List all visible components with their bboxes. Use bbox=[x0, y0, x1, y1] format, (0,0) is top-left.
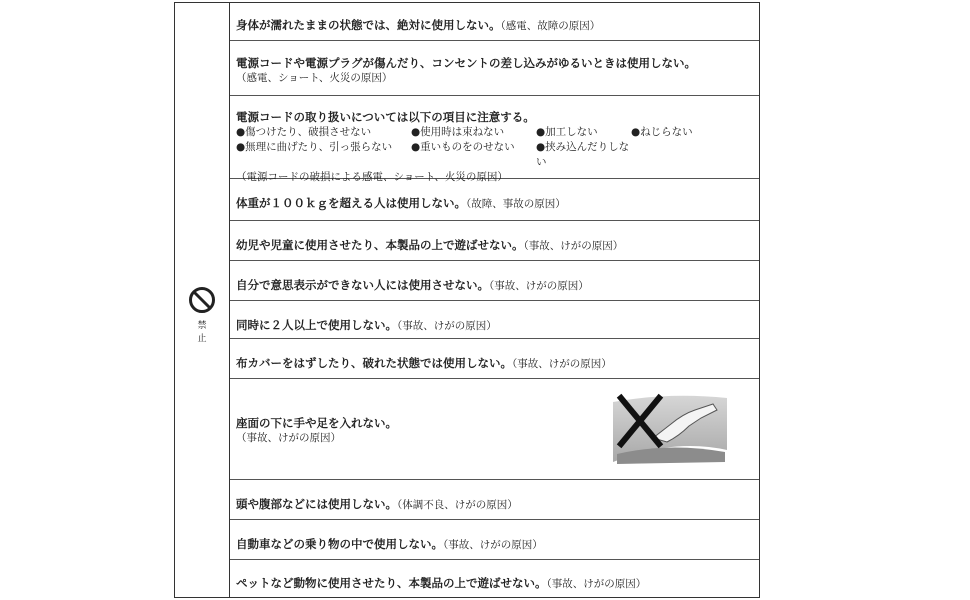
warning-row bbox=[230, 339, 759, 379]
warning-text: 電源コードや電源プラグが傷んだり、コンセントの差し込みがゆるいときは使用しない。 bbox=[236, 56, 696, 70]
prohibited-icon bbox=[188, 286, 216, 314]
cause-text: （事故、けがの原因） bbox=[546, 578, 647, 590]
warning-row bbox=[230, 179, 759, 221]
warning-text: ペットなど動物に使用させたり、本製品の上で遊ばせない。 bbox=[236, 576, 547, 590]
cause-text: （体調不良、けがの原因） bbox=[397, 499, 518, 511]
warning-text: 電源コードの取り扱いについては以下の項目に注意する。 bbox=[236, 110, 535, 124]
caution-item: ●傷つけたり、破損させない bbox=[236, 126, 372, 138]
prohibition-column bbox=[175, 3, 230, 597]
cause-text: （事故、けがの原因） bbox=[397, 320, 497, 332]
warning-text: 同時に２人以上で使用しない。 bbox=[236, 318, 397, 332]
caution-item: ●ねじらない bbox=[631, 126, 693, 138]
warning-row bbox=[230, 301, 759, 339]
prohibition-mark bbox=[186, 286, 218, 344]
warning-row bbox=[230, 221, 759, 261]
warning-row bbox=[230, 96, 759, 183]
caution-item: ●挟み込んだりしない bbox=[536, 141, 630, 168]
caution-item bbox=[631, 140, 711, 170]
caution-item: ●使用時は束ねない bbox=[411, 126, 505, 138]
warning-row bbox=[230, 520, 759, 560]
caution-item: ●重いものをのせない bbox=[411, 141, 515, 153]
warning-row bbox=[230, 41, 759, 96]
cause-text: （事故、けがの原因） bbox=[512, 358, 612, 370]
cause-text: （事故、けがの原因） bbox=[236, 432, 341, 444]
warning-text: 身体が濡れたままの状態では、絶対に使用しない。 bbox=[236, 18, 501, 32]
caution-item: ●無理に曲げたり、引っ張らない bbox=[236, 141, 393, 153]
warning-text: 幼児や児童に使用させたり、本製品の上で遊ばせない。 bbox=[236, 238, 524, 252]
cause-text: （電源コードの破損による感電、ショート、火災の原因） bbox=[236, 171, 508, 183]
cause-text: （事故、けがの原因） bbox=[489, 280, 589, 292]
hand-under-seat-illustration bbox=[609, 392, 731, 466]
cause-text: （感電、ショート、火災の原因） bbox=[236, 72, 393, 84]
cause-text: （故障、事故の原因） bbox=[466, 198, 566, 210]
warning-text: 座面の下に手や足を入れない。 bbox=[236, 416, 397, 430]
warning-text: 自動車などの乗り物の中で使用しない。 bbox=[236, 537, 443, 551]
warning-row bbox=[230, 379, 759, 480]
warning-text: 布カバーをはずしたり、破れた状態では使用しない。 bbox=[236, 356, 512, 370]
warning-row bbox=[230, 480, 759, 520]
warning-text: 頭や腹部などには使用しない。 bbox=[236, 497, 397, 511]
cause-text: （事故、けがの原因） bbox=[523, 240, 624, 252]
prohibition-label: 禁 止 bbox=[197, 321, 213, 344]
warning-text: 体重が１００ｋｇを超える人は使用しない。 bbox=[236, 196, 466, 210]
caution-items bbox=[236, 125, 759, 170]
warning-text: 自分で意思表示ができない人には使用させない。 bbox=[236, 278, 489, 292]
warning-row bbox=[230, 261, 759, 301]
caution-item: ●加工しない bbox=[536, 126, 598, 138]
cause-text: （事故、けがの原因） bbox=[443, 539, 543, 551]
warning-row bbox=[230, 560, 759, 597]
cause-text: （感電、故障の原因） bbox=[500, 20, 601, 32]
warning-table bbox=[174, 2, 760, 598]
warning-row bbox=[230, 3, 759, 41]
